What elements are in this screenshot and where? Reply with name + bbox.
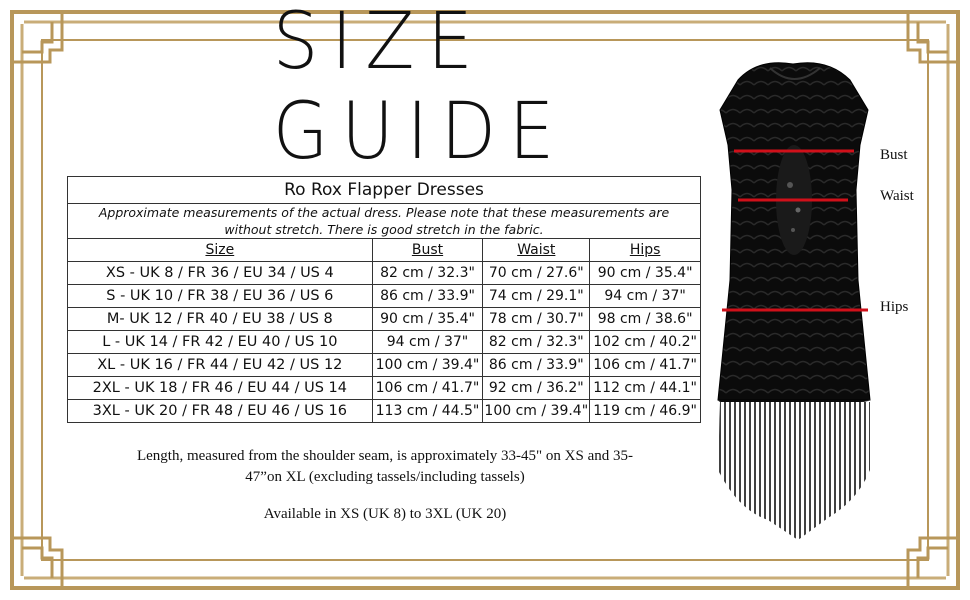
bust-cell: 113 cm / 44.5" <box>372 400 483 423</box>
hips-cell: 112 cm / 44.1" <box>590 377 701 400</box>
hips-cell: 106 cm / 41.7" <box>590 354 701 377</box>
table-title: Ro Rox Flapper Dresses <box>68 177 701 204</box>
size-cell: S - UK 10 / FR 38 / EU 36 / US 6 <box>68 285 373 308</box>
length-note: Length, measured from the shoulder seam, is approximately 33-45" on XS and 35-47”on XL (excluding tassels/including tassels) <box>136 448 633 485</box>
column-header-size: Size <box>68 239 373 262</box>
waist-cell: 82 cm / 32.3" <box>483 331 590 354</box>
size-cell: XS - UK 8 / FR 36 / EU 34 / US 4 <box>68 262 373 285</box>
waist-cell: 78 cm / 30.7" <box>483 308 590 331</box>
hips-cell: 102 cm / 40.2" <box>590 331 701 354</box>
waist-cell: 70 cm / 27.6" <box>483 262 590 285</box>
dress-illustration <box>698 50 888 550</box>
column-header-waist: Waist <box>483 239 590 262</box>
size-cell: 2XL - UK 18 / FR 46 / EU 44 / US 14 <box>68 377 373 400</box>
hips-cell: 94 cm / 37" <box>590 285 701 308</box>
table-note-row <box>68 204 701 239</box>
bust-cell: 106 cm / 41.7" <box>372 377 483 400</box>
dress-image <box>698 50 888 550</box>
size-cell: L - UK 14 / FR 42 / EU 40 / US 10 <box>68 331 373 354</box>
size-cell: M- UK 12 / FR 40 / EU 38 / US 8 <box>68 308 373 331</box>
table-title-row <box>68 177 701 204</box>
bust-label: Bust <box>880 147 908 163</box>
availability-note: Available in XS (UK 8) to 3XL (UK 20) <box>263 506 507 522</box>
size-table <box>67 176 701 423</box>
column-header-bust: Bust <box>372 239 483 262</box>
waist-label: Waist <box>880 188 914 204</box>
table-row <box>68 262 701 285</box>
size-cell: XL - UK 16 / FR 44 / EU 42 / US 12 <box>68 354 373 377</box>
table-note: Approximate measurements of the actual dress. Please note that these measurements are without stretch. There is good stretch in the fabric. <box>68 204 701 239</box>
table-row <box>68 354 701 377</box>
waist-cell: 74 cm / 29.1" <box>483 285 590 308</box>
waist-cell: 92 cm / 36.2" <box>483 377 590 400</box>
hips-cell: 90 cm / 35.4" <box>590 262 701 285</box>
waist-cell: 100 cm / 39.4" <box>483 400 590 423</box>
table-row <box>68 331 701 354</box>
hips-cell: 98 cm / 38.6" <box>590 308 701 331</box>
table-row <box>68 285 701 308</box>
table-row <box>68 308 701 331</box>
bust-cell: 82 cm / 32.3" <box>372 262 483 285</box>
table-row <box>68 377 701 400</box>
page-title: SIZE GUIDE <box>272 0 568 177</box>
hips-label: Hips <box>880 299 909 315</box>
hips-cell: 119 cm / 46.9" <box>590 400 701 423</box>
bust-cell: 100 cm / 39.4" <box>372 354 483 377</box>
table-row <box>68 400 701 423</box>
waist-cell: 86 cm / 33.9" <box>483 354 590 377</box>
bust-cell: 86 cm / 33.9" <box>372 285 483 308</box>
bust-cell: 90 cm / 35.4" <box>372 308 483 331</box>
size-cell: 3XL - UK 20 / FR 48 / EU 46 / US 16 <box>68 400 373 423</box>
bust-cell: 94 cm / 37" <box>372 331 483 354</box>
column-header-hips: Hips <box>590 239 701 262</box>
table-header-row <box>68 239 701 262</box>
